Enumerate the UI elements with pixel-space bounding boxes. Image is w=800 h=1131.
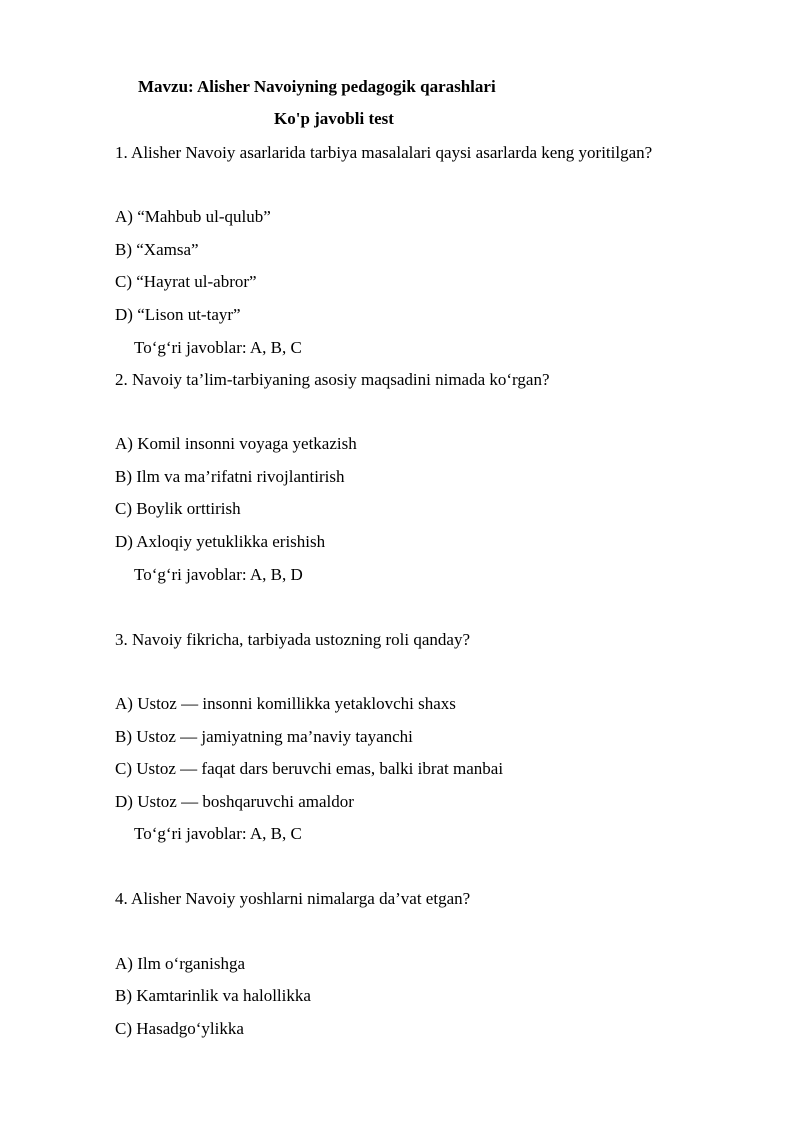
question-2-option-d: D) Axloqiy yetuklikka erishish <box>115 532 326 551</box>
question-1-answer: To‘g‘ri javoblar: A, B, C <box>134 338 302 357</box>
question-4-option-b: B) Kamtarinlik va halollikka <box>115 986 311 1005</box>
question-3-option-d: D) Ustoz — boshqaruvchi amaldor <box>115 792 354 811</box>
question-4-option-a: A) Ilm o‘rganishga <box>115 954 245 973</box>
question-3: 3. Navoiy fikricha, tarbiyada ustozning roli qanday? <box>115 630 470 649</box>
question-1-option-c: C) “Hayrat ul-abror” <box>115 272 257 291</box>
question-2: 2. Navoiy ta’lim-tarbiyaning asosiy maqsadini nimada ko‘rgan? <box>115 370 550 389</box>
question-3-option-a: A) Ustoz — insonni komillikka yetaklovchi shaxs <box>115 694 456 713</box>
question-4-option-c: C) Hasadgo‘ylikka <box>115 1019 244 1038</box>
question-3-option-c: C) Ustoz — faqat dars beruvchi emas, balki ibrat manbai <box>115 759 504 778</box>
question-2-option-a: A) Komil insonni voyaga yetkazish <box>115 434 357 453</box>
question-1-option-d: D) “Lison ut-tayr” <box>115 305 241 324</box>
question-2-option-b: B) Ilm va ma’rifatni rivojlantirish <box>115 467 345 486</box>
question-4: 4. Alisher Navoiy yoshlarni nimalarga da’vat etgan? <box>115 889 471 908</box>
question-3-option-b: B) Ustoz — jamiyatning ma’naviy tayanchi <box>115 727 413 746</box>
question-2-option-c: C) Boylik orttirish <box>115 499 241 518</box>
question-1: 1. Alisher Navoiy asarlarida tarbiya masalalari qaysi asarlarda keng yoritilgan? <box>115 143 653 162</box>
document-topic: Mavzu: Alisher Navoiyning pedagogik qarashlari <box>138 77 496 96</box>
question-1-option-b: B) “Xamsa” <box>115 240 199 259</box>
question-2-answer: To‘g‘ri javoblar: A, B, D <box>134 565 303 584</box>
question-3-answer: To‘g‘ri javoblar: A, B, C <box>134 824 302 843</box>
document-subtitle: Ko'p javobli test <box>274 109 394 128</box>
question-1-option-a: A) “Mahbub ul-qulub” <box>115 207 271 226</box>
